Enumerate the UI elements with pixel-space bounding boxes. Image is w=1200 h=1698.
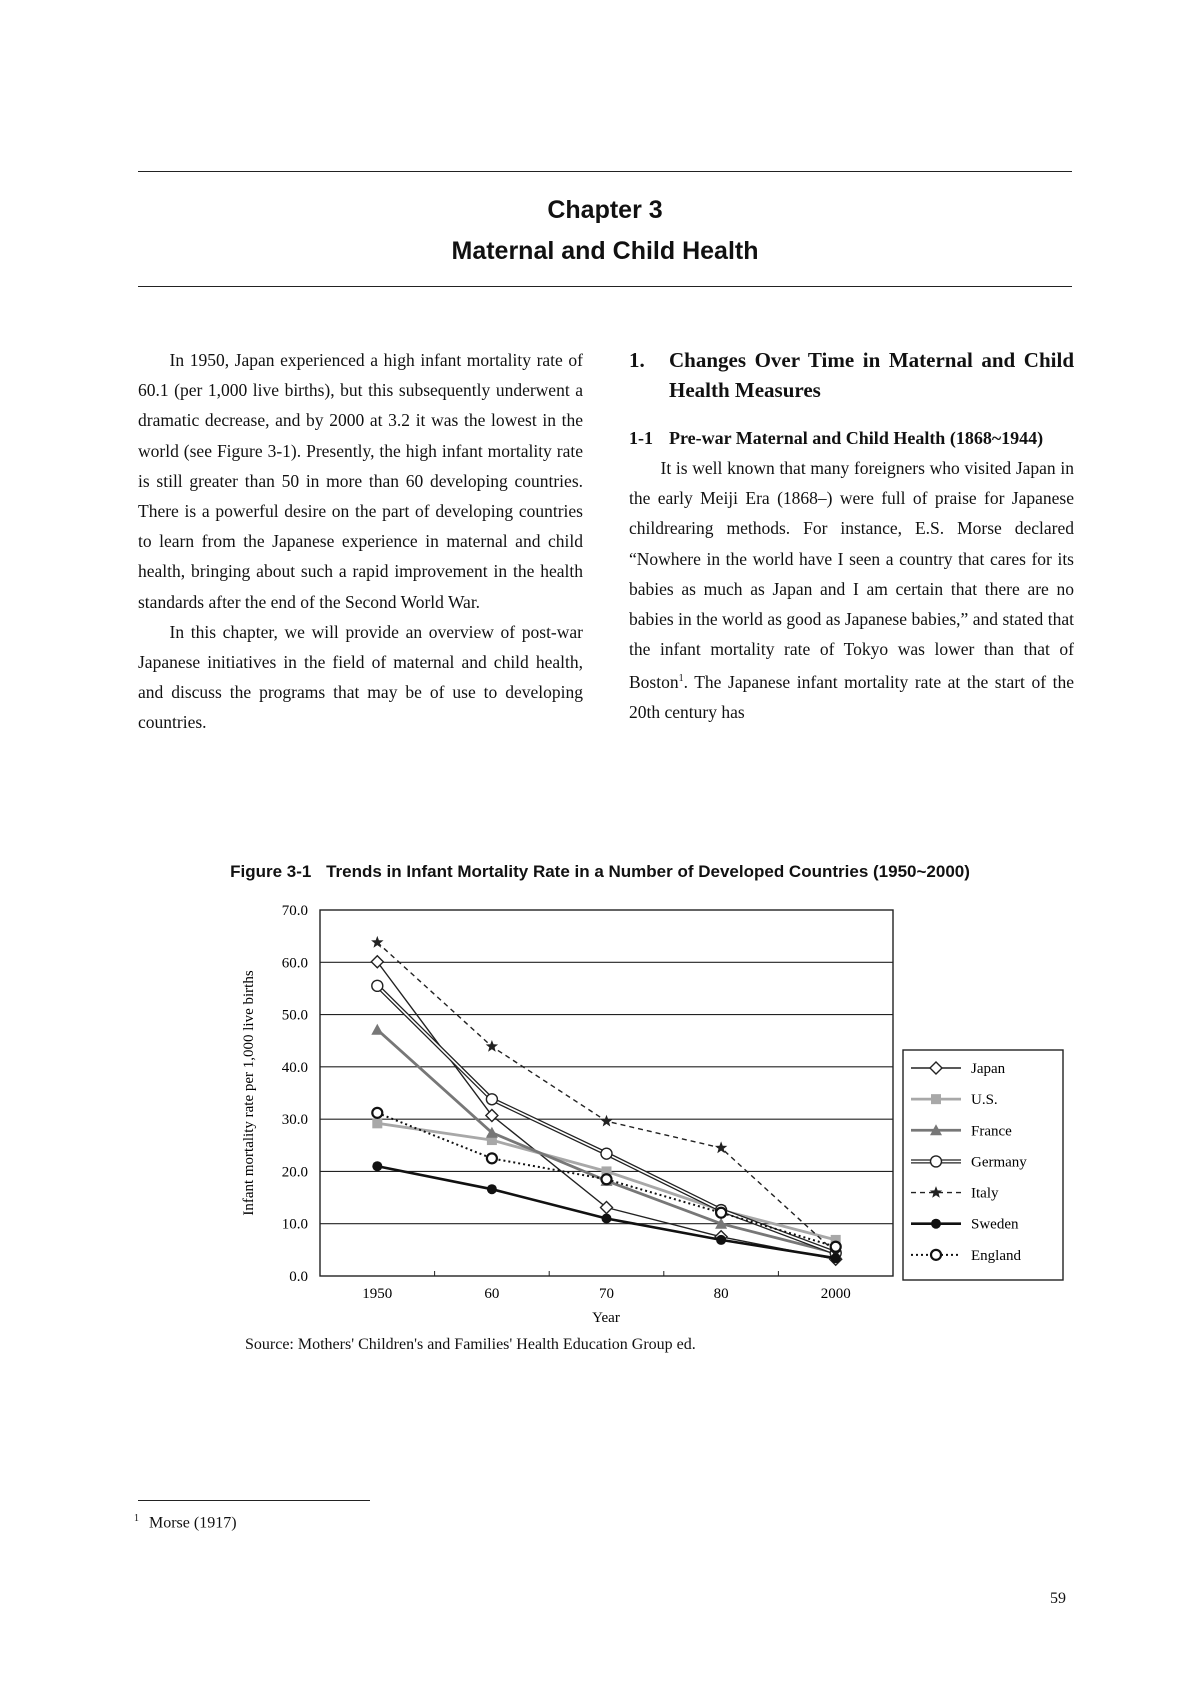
footnote-marker: 1 — [134, 1513, 139, 1524]
data-point-england — [831, 1242, 841, 1252]
y-tick-label: 0.0 — [289, 1269, 308, 1285]
legend-marker-england — [931, 1250, 941, 1260]
paragraph-text-continued: . The Japanese infant mortality rate at the start of the 20th century has — [629, 672, 1074, 723]
legend-label-france: France — [971, 1123, 1012, 1140]
legend-label-italy: Italy — [971, 1185, 999, 1202]
legend-marker-sweden — [931, 1219, 941, 1229]
y-tick-label: 60.0 — [281, 955, 308, 972]
x-tick-label: 70 — [599, 1286, 614, 1302]
data-point-england — [602, 1174, 612, 1184]
section-title: Changes Over Time in Maternal and Child Health Measures — [669, 348, 1074, 402]
data-point-england — [716, 1208, 726, 1218]
y-tick-label: 50.0 — [281, 1007, 308, 1024]
y-tick-label: 40.0 — [281, 1059, 308, 1076]
legend-label-sweden: Sweden — [971, 1216, 1019, 1233]
y-tick-label: 10.0 — [281, 1216, 308, 1233]
legend-marker-germany — [931, 1156, 942, 1167]
y-tick-label: 70.0 — [281, 903, 308, 919]
data-point-sweden — [487, 1184, 497, 1194]
x-tick-label: 60 — [484, 1286, 500, 1302]
data-point-sweden — [716, 1235, 726, 1245]
data-point-england — [487, 1153, 497, 1163]
x-tick-label: 1950 — [362, 1286, 393, 1302]
data-point-england — [372, 1108, 382, 1118]
data-point-italy — [371, 936, 383, 948]
data-point-germany — [372, 980, 383, 991]
x-tick-label: 2000 — [820, 1286, 851, 1302]
legend-label-us: U.S. — [971, 1092, 998, 1109]
page-number: 59 — [1050, 1590, 1066, 1607]
legend — [903, 1050, 1063, 1280]
footnote — [134, 1513, 237, 1532]
data-point-italy — [600, 1115, 612, 1127]
intro-paragraph-1: In 1950, Japan experienced a high infant mortality rate of 60.1 (per 1,000 live births), but this subsequently underwent a dramatic decrease, and by 2000 at 3.2 it was the lowest in the world (see Figure 3-1). Presently, the high infant mortality rate is still greater than 50 in more than 60 developing countries. There is a powerful desire on the part of developing countries to learn from the Japanese experience in maternal and child health, bringing about such a rapid improvement in the health standards after the end of the Second World War. — [138, 350, 583, 612]
data-point-sweden — [602, 1213, 612, 1223]
x-axis-label: Year — [592, 1310, 620, 1326]
subsection-title: Pre-war Maternal and Child Health (1868~1944) — [669, 428, 1044, 448]
x-tick-label: 80 — [713, 1286, 729, 1302]
data-point-sweden — [372, 1161, 382, 1171]
data-point-japan — [371, 956, 383, 968]
figure-title: Trends in Infant Mortality Rate in a Number of Developed Countries (1950~2000) — [326, 862, 970, 881]
subsection-number: 1-1 — [629, 428, 653, 448]
y-tick-label: 30.0 — [281, 1112, 308, 1129]
footnote-rule — [138, 1500, 370, 1501]
legend-label-germany: Germany — [971, 1154, 1027, 1171]
intro-paragraph-2: In this chapter, we will provide an overview of post-war Japanese initiatives in the field of maternal and child health, and discuss the programs that may be of use to developing countries. — [138, 621, 583, 733]
data-point-germany — [601, 1148, 612, 1159]
y-tick-label: 20.0 — [281, 1164, 308, 1181]
chapter-title: Maternal and Child Health — [451, 237, 759, 265]
figure-source: Source: Mothers' Children's and Families' Health Education Group ed. — [245, 1336, 696, 1353]
section-number: 1. — [629, 348, 645, 372]
legend-label-japan: Japan — [971, 1061, 1006, 1077]
paragraph-text: It is well known that many foreigners who visited Japan in the early Meiji Era (1868–) were full of praise for Japanese childrearing methods. For instance, E.S. Morse declared “Nowhere in the world have I seen a country that cares for its babies as much as Japan and I am certain that there are no babies in the world as good as Japanese babies,” and stated that the infant mortality rate of Tokyo was lower than that of Boston — [629, 458, 1074, 693]
data-point-sweden — [831, 1253, 841, 1263]
footnote-reference: 1 — [678, 673, 684, 685]
data-point-us — [372, 1118, 382, 1128]
chapter-label: Chapter 3 — [547, 196, 663, 224]
data-point-germany — [486, 1094, 497, 1105]
legend-marker-us — [931, 1094, 941, 1104]
footnote-text: Morse (1917) — [149, 1514, 237, 1532]
figure-label: Figure 3-1 — [230, 862, 312, 881]
y-axis-label: Infant mortality rate per 1,000 live births — [241, 970, 257, 1216]
data-point-france — [371, 1024, 383, 1035]
legend-label-england: England — [971, 1247, 1021, 1264]
